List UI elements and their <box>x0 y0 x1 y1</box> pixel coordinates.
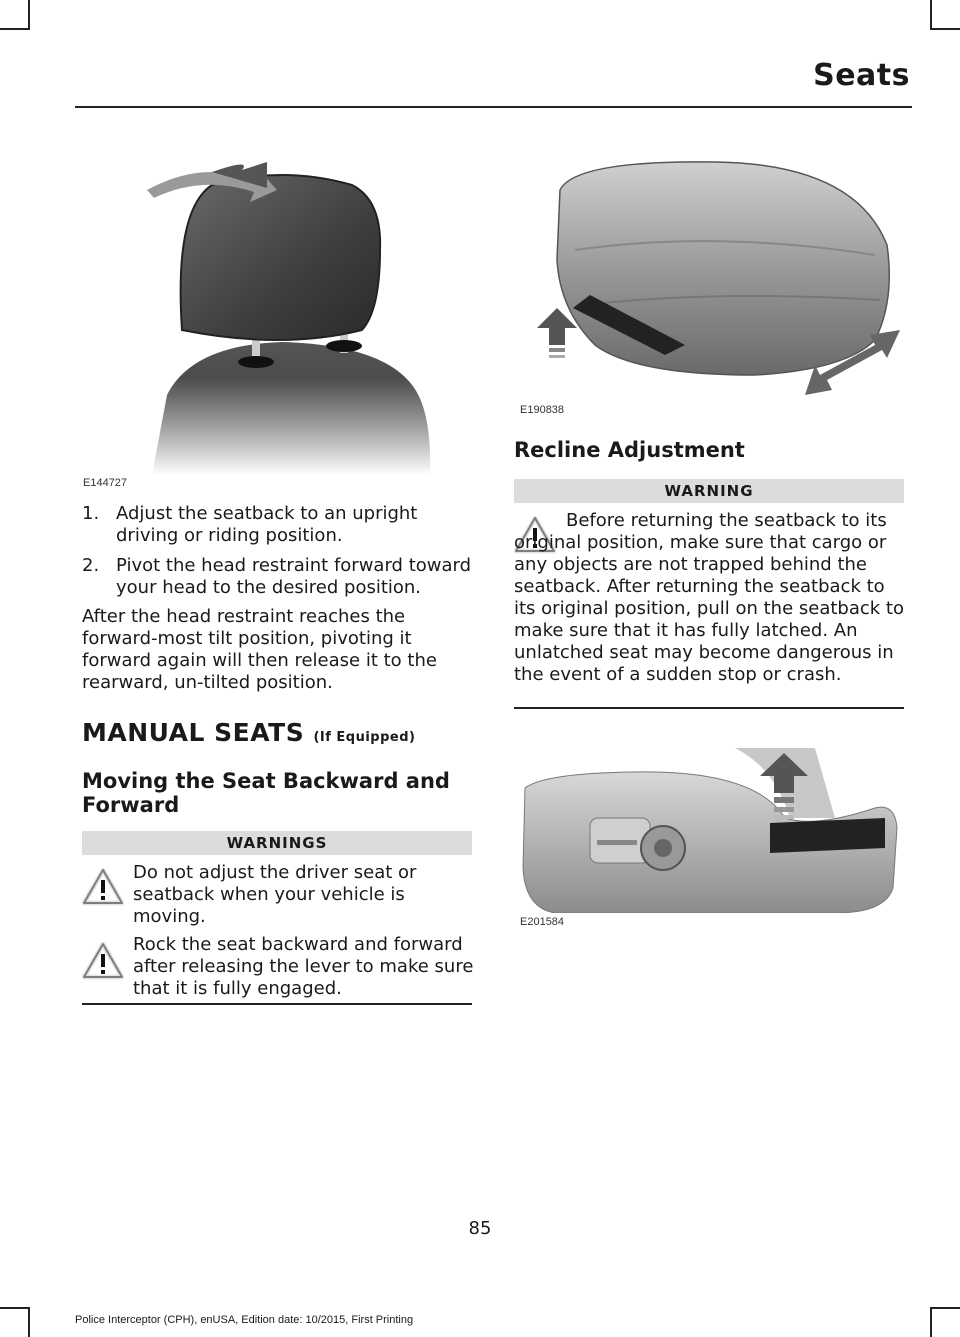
crop-mark <box>0 1307 30 1309</box>
crop-mark <box>28 1307 30 1337</box>
subsection-title: Recline Adjustment <box>514 438 745 462</box>
list-item <box>82 555 477 599</box>
crop-mark <box>28 0 30 30</box>
warning-triangle-icon <box>82 868 124 910</box>
figure-code: E190838 <box>520 404 565 416</box>
figure-code: E144727 <box>83 477 128 489</box>
section-title-text: MANUAL SEATS <box>82 718 305 747</box>
step-number: 2. <box>82 555 100 576</box>
warning-text: Before returning the seatback to its original position, make sure that cargo or any objects are not trapped behind the seatback. After returning the seatback to its original position, pull on the seatback to make sure that it has fully latched. An unlatched seat may become dangerous in the event of a sudden stop or crash. <box>514 510 904 685</box>
warning-text: Rock the seat backward and forward after releasing the lever to make sure that it is fully engaged. <box>133 934 474 999</box>
page-title: Seats <box>813 58 910 93</box>
crop-mark <box>930 1307 960 1309</box>
steps-list <box>82 503 477 607</box>
step-number: 1. <box>82 503 100 524</box>
list-item <box>82 503 477 547</box>
section-title <box>82 718 415 747</box>
warnings-end-rule <box>82 1003 472 1005</box>
crop-mark <box>0 28 30 30</box>
warning-end-rule <box>514 707 904 709</box>
figure-code: E201584 <box>520 916 565 928</box>
step-text: Adjust the seatback to an upright driving or riding position. <box>116 503 418 546</box>
section-qualifier: (If Equipped) <box>313 730 416 745</box>
warning-triangle-icon <box>82 942 124 984</box>
header-divider <box>75 106 912 108</box>
edition-footer: Police Interceptor (CPH), enUSA, Edition date: 10/2015, First Printing <box>75 1314 414 1326</box>
recline-lever-figure <box>515 748 900 913</box>
warning-header: WARNING <box>514 479 904 503</box>
headrest-figure <box>82 150 472 475</box>
page-number: 85 <box>468 1218 492 1239</box>
warnings-header: WARNINGS <box>82 831 472 855</box>
step-text: Pivot the head restraint forward toward your head to the desired position. <box>116 555 472 598</box>
seat-cushion-figure <box>515 150 905 400</box>
crop-mark <box>930 1307 932 1337</box>
subsection-title: Moving the Seat Backward and Forward <box>82 769 450 817</box>
crop-mark <box>930 28 960 30</box>
warning-text: Do not adjust the driver seat or seatback when your vehicle is moving. <box>133 862 417 927</box>
crop-mark <box>930 0 932 30</box>
headrest-paragraph: After the head restraint reaches the forward-most tilt position, pivoting it forward again will then release it to the rearward, un-tilted position. <box>82 606 437 693</box>
